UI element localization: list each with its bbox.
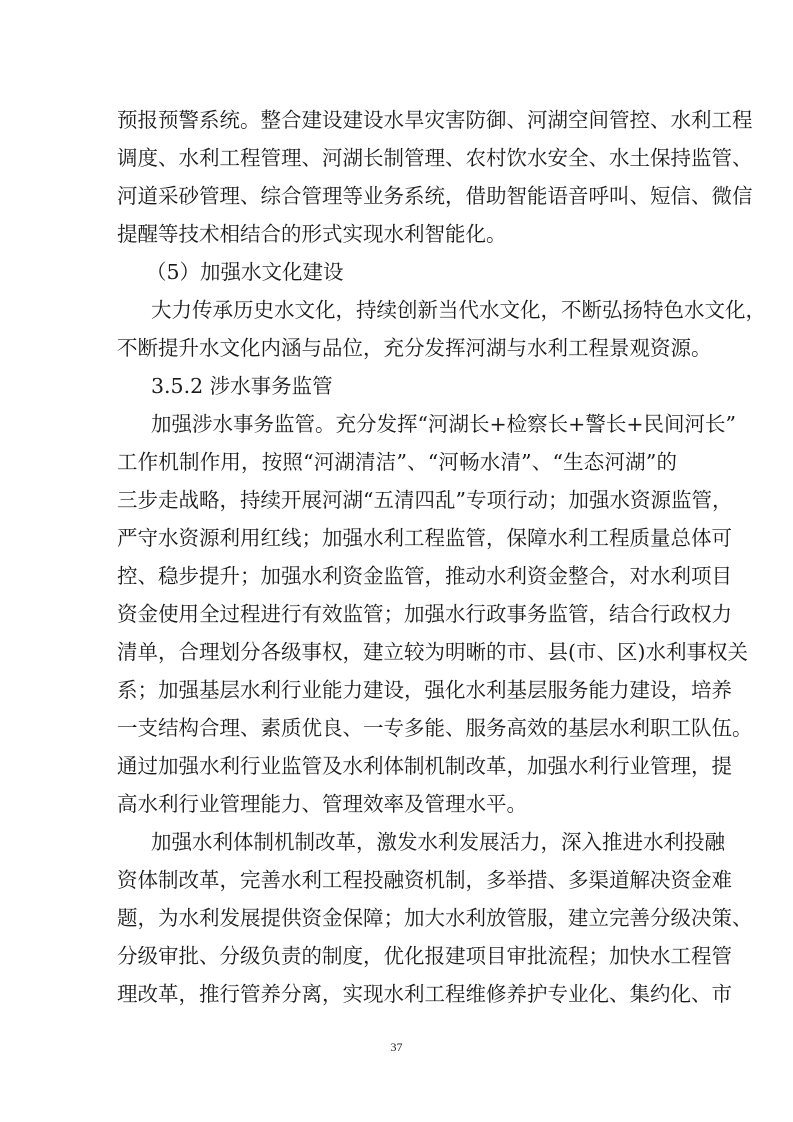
section-heading: （5）加强水文化建设 bbox=[146, 260, 344, 284]
paragraph-line: 资体制改革，完善水利工程投融资机制，多举措、多渠道解决资金难 bbox=[117, 868, 732, 892]
paragraph-line: 加强水利体制机制改革，激发水利发展活力，深入推进水利投融 bbox=[151, 830, 725, 854]
paragraph-line: 大力传承历史水文化，持续创新当代水文化，不断弘扬特色水文化， bbox=[151, 298, 766, 322]
paragraph-line: 提醒等技术相结合的形式实现水利智能化。 bbox=[117, 222, 507, 246]
paragraph-line: 清单，合理划分各级事权，建立较为明晰的市、县(市、区)水利事权关 bbox=[117, 640, 748, 664]
paragraph-line: 工作机制作用，按照“河湖清洁”、“河畅水清”、“生态河湖”的 bbox=[117, 450, 677, 474]
subsection-heading: 3.5.2 涉水事务监管 bbox=[151, 374, 333, 398]
paragraph-line: 题，为水利发展提供资金保障；加大水利放管服，建立完善分级决策、 bbox=[117, 906, 753, 930]
paragraph-line: 三步走战略，持续开展河湖“五清四乱”专项行动；加强水资源监管， bbox=[117, 488, 733, 512]
paragraph-line: 预报预警系统。整合建设建设水旱灾害防御、河湖空间管控、水利工程 bbox=[117, 108, 753, 132]
paragraph-line: 通过加强水利行业监管及水利体制机制改革，加强水利行业管理，提 bbox=[117, 754, 732, 778]
paragraph-line: 河道采砂管理、综合管理等业务系统，借助智能语音呼叫、短信、微信 bbox=[117, 184, 753, 208]
paragraph-line: 调度、水利工程管理、河湖长制管理、农村饮水安全、水土保持监管、 bbox=[117, 146, 753, 170]
paragraph-line: 高水利行业管理能力、管理效率及管理水平。 bbox=[117, 792, 527, 816]
paragraph-line: 理改革，推行管养分离，实现水利工程维修养护专业化、集约化、市 bbox=[117, 982, 732, 1006]
paragraph-line: 系；加强基层水利行业能力建设，强化水利基层服务能力建设，培养 bbox=[117, 678, 732, 702]
paragraph-line: 分级审批、分级负责的制度，优化报建项目审批流程；加快水工程管 bbox=[117, 944, 732, 968]
paragraph-line: 控、稳步提升；加强水利资金监管，推动水利资金整合，对水利项目 bbox=[117, 564, 732, 588]
paragraph-line: 严守水资源利用红线；加强水利工程监管，保障水利工程质量总体可 bbox=[117, 526, 732, 550]
paragraph-line: 资金使用全过程进行有效监管；加强水行政事务监管，结合行政权力 bbox=[117, 602, 732, 626]
paragraph-line: 一支结构合理、素质优良、一专多能、服务高效的基层水利职工队伍。 bbox=[117, 716, 753, 740]
paragraph-line: 不断提升水文化内涵与品位，充分发挥河湖与水利工程景观资源。 bbox=[117, 336, 712, 360]
paragraph-line: 加强涉水事务监管。充分发挥“河湖长+检察长+警长+民间河长” bbox=[151, 412, 736, 436]
page-number: 37 bbox=[390, 1040, 403, 1054]
